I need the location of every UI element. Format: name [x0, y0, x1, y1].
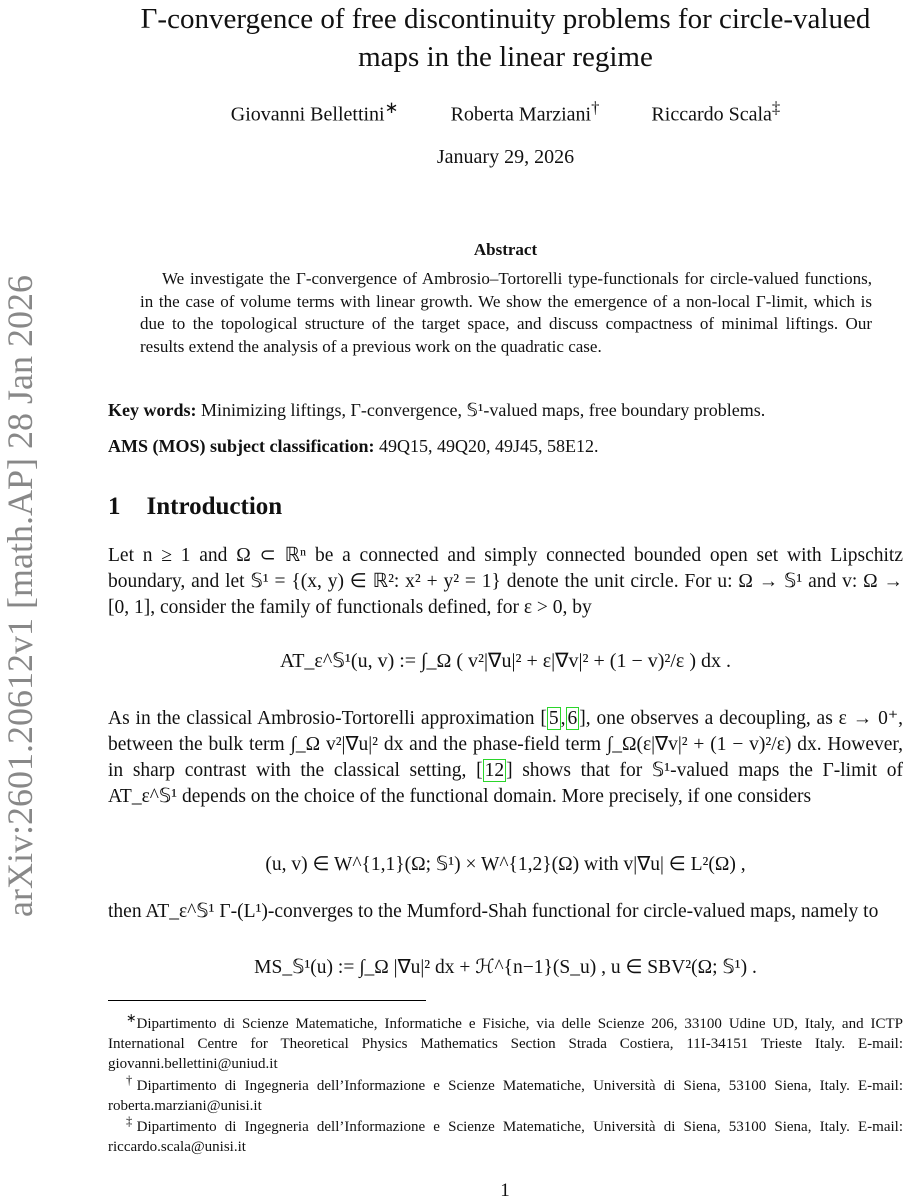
footnote-mark[interactable]: ∗ — [384, 98, 399, 117]
equation-at-functional: AT_ε^𝕊¹(u, v) := ∫_Ω ( v²|∇u|² + ε|∇v|² + (1 − v)²/ε ) dx . — [279, 650, 731, 672]
citation-link[interactable]: 12 — [484, 760, 505, 781]
abstract-heading: Abstract — [473, 240, 538, 259]
keywords — [108, 400, 903, 421]
keywords-text: Minimizing liftings, Γ-convergence, 𝕊¹-valued maps, free boundary problems. — [201, 400, 766, 420]
section-number: 1 — [108, 493, 121, 520]
text: , one observes a decoupling, as ε → 0⁺, between the bulk term ∫_Ω v²|∇u|² dx and the phase-field term ∫_Ω(ε|∇v|² + (1 − v)²/ε) dx. However, in sharp contrast with the classical setting, — [108, 708, 904, 781]
author — [651, 98, 780, 127]
author-name: Riccardo Scala — [651, 103, 772, 126]
equation-domain: (u, v) ∈ W^{1,1}(Ω; 𝕊¹) × W^{1,2}(Ω) with v|∇u| ∈ L²(Ω) , — [265, 854, 746, 875]
section-heading — [108, 493, 282, 521]
footnote — [108, 1008, 903, 1074]
paragraph: Let n ≥ 1 and Ω ⊂ ℝⁿ be a connected and simply connected bounded open set with Lipschitz boundary, and let 𝕊¹ = {(x, y) ∈ ℝ²: x² + y² = 1} denote the unit circle. For u: Ω → 𝕊¹ and v: Ω → [0, 1], consider the family of functionals defined, for ε > 0, by — [108, 545, 903, 618]
footnote-text: Dipartimento di Ingegneria dell’Informazione e Scienze Matematiche, Università di Siena, 53100 Siena, Italy. E-mail: roberta.marziani@unisi.it — [108, 1078, 903, 1114]
paper-title: Γ-convergence of free discontinuity problems for circle-valued maps in the linear regime — [140, 3, 871, 73]
author-name: Giovanni Bellettini — [230, 103, 385, 126]
footnote-divider — [108, 1000, 426, 1001]
footnote-text: Dipartimento di Scienze Matematiche, Informatiche e Fisiche, via delle Scienze 206, 33100 Udine UD, Italy, and ICTP International Centre for Theoretical Physics Mathematics Section Strada Costiera, 11I-34151 Trieste Italy. E-mail: giovanni.bellettini@uniud.it — [108, 1016, 903, 1072]
page-number: 1 — [500, 1180, 510, 1201]
footnote-mark[interactable]: † — [591, 98, 600, 117]
ams-text: 49Q15, 49Q20, 49J45, 58E12. — [378, 436, 599, 456]
arxiv-identifier-stamp: arXiv:2601.20612v1 [math.AP] 28 Jan 2026 — [0, 275, 40, 917]
equation-mumford-shah: MS_𝕊¹(u) := ∫_Ω |∇u|² dx + ℋ^{n−1}(S_u) , u ∈ SBV²(Ω; 𝕊¹) . — [254, 957, 757, 978]
author — [451, 98, 600, 127]
footnote-mark[interactable]: ‡ — [771, 98, 781, 117]
footnote-mark: ‡ — [126, 1114, 137, 1128]
ams-classification — [108, 436, 903, 457]
footnote-text: Dipartimento di Ingegneria dell’Informazione e Scienze Matematiche, Università di Siena, 53100 Siena, Italy. E-mail: riccardo.scala@unisi.it — [108, 1119, 903, 1155]
text: shows that for 𝕊¹-valued maps the Γ-limit of AT_ε^𝕊¹ depends on the choice of the functional domain. More precisely, if one considers — [108, 760, 903, 807]
abstract-text: We investigate the Γ-convergence of Ambrosio–Tortorelli type-functionals for circle-valued functions, in the case of volume terms with linear growth. We show the emergence of a non-local Γ-limit, which is due to the topological structure of the target space, and discuss compactness of minimal liftings. Our results extend the analysis of a previous work on the quadratic case. — [140, 269, 872, 356]
author — [231, 98, 399, 127]
section-title: Introduction — [146, 493, 283, 520]
citation-link[interactable]: 5 — [548, 708, 559, 729]
footnote-mark: † — [126, 1073, 137, 1087]
keywords-label: Key words: — [108, 400, 197, 420]
footnote — [108, 1070, 903, 1116]
text: As in the classical Ambrosio-Tortorelli approximation — [108, 708, 541, 729]
paragraph: then AT_ε^𝕊¹ Γ-(L¹)-converges to the Mumford-Shah functional for circle-valued maps, namely to — [108, 901, 879, 922]
footnote-mark: ∗ — [126, 1011, 137, 1025]
paper-date: January 29, 2026 — [436, 146, 575, 168]
paragraph: As in the classical Ambrosio-Tortorelli approximation [ 5 , 6 ], one observes a decoupling, as ε → 0⁺, between the bulk term ∫_Ω v²|∇u|² dx and the phase-field term ∫_Ω(ε|∇v|² + (1 − v)²/ε) dx. However, in sharp contrast with the classical setting, [ 12 ] shows that for 𝕊¹-valued maps the Γ-limit of AT_ε^𝕊¹ depends on the choice of the functional domain. More precisely, if one considers — [108, 708, 904, 807]
author-list — [108, 98, 903, 127]
ams-label: AMS (MOS) subject classification: — [108, 436, 375, 456]
citation-link[interactable]: 6 — [567, 708, 578, 729]
footnote — [108, 1111, 903, 1157]
author-name: Roberta Marziani — [450, 103, 592, 126]
